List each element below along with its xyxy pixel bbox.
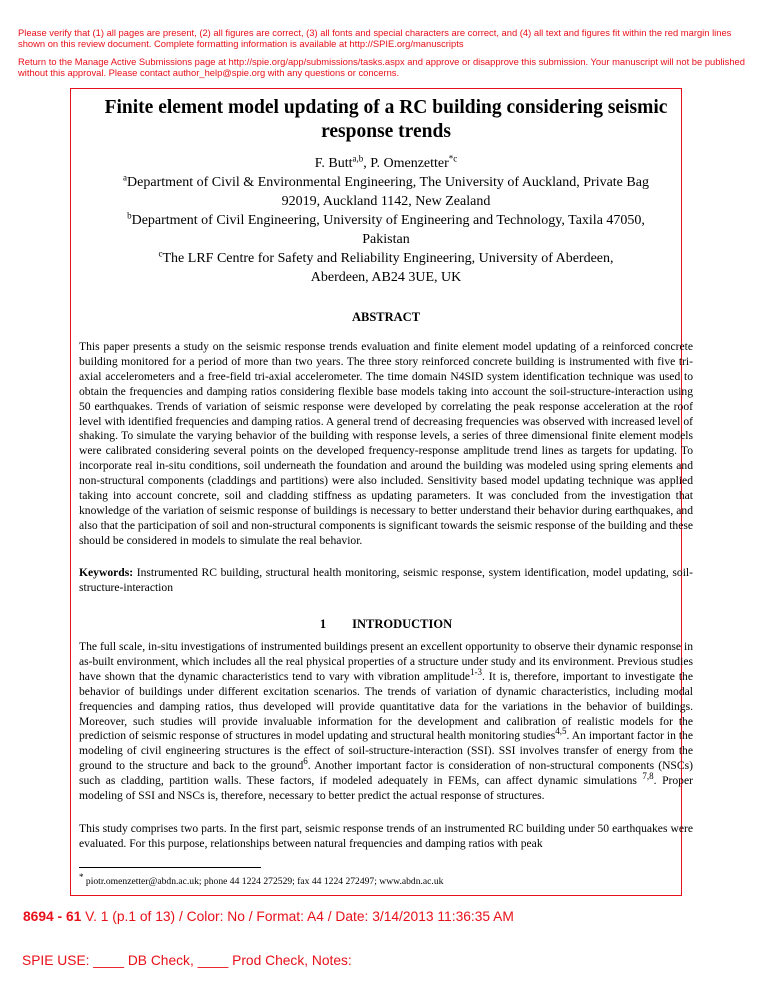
affil-line: The LRF Centre for Safety and Reliability Engineering, University of Aberdeen, [162, 251, 614, 266]
citation-ref: 1-3 [470, 666, 483, 677]
author-block [79, 154, 693, 287]
affil-line: Department of Civil Engineering, University of Engineering and Technology, Taxila 47050, [131, 213, 645, 228]
affil-mark: c [158, 248, 163, 259]
intro-text: . Another important factor is consideration of non-structural components (NSCs) such as cladding, partition walls. These factors, if modeled adequately in FEMs, can affect dynamic simulations [79, 759, 693, 788]
author-2-name: P. Omenzetter [370, 156, 449, 171]
author-separator: , [363, 156, 371, 171]
citation-ref: 4,5 [555, 726, 567, 737]
paper-id: 8694 - 61 [23, 909, 82, 924]
abstract-heading: ABSTRACT [351, 310, 421, 324]
review-notice-approval: Return to the Manage Active Submissions page at http://spie.org/app/submissions/tasks.aspx and approve or disapprove this submission. Your manuscript will not be published without this approval. Please contact author_help@spie.org with any questions or concerns. [18, 56, 745, 79]
footnote-mark: * [79, 871, 84, 882]
footnote-rule [79, 867, 261, 868]
intro-paragraph-1 [79, 640, 693, 804]
affiliation-c [79, 249, 693, 268]
affil-mark: a [123, 172, 128, 183]
affiliation-a [79, 173, 693, 192]
spie-use-line: SPIE USE: ____ DB Check, ____ Prod Check, Notes: [22, 953, 352, 968]
keywords [79, 566, 693, 596]
paper-title [79, 96, 693, 144]
intro-text: The full scale, in-situ investigations of instrumented buildings present an excellent opportunity to observe their dynamic response in as-built environment, which includes all the real physical properties of a structure under study and its environment. Previous studies have shown that the dynamic characteristics tend to vary with vibration amplitude [79, 640, 693, 683]
footnote-contact: piotr.omenzetter@abdn.ac.uk; phone 44 1224 272529; fax 44 1224 272497; www.abdn.ac.uk [83, 876, 444, 887]
review-notice-verify: Please verify that (1) all pages are present, (2) all figures are correct, (3) all fonts and special characters are correct, and (4) all text and figures fit within the red margin lines shown on this review document. Complete formatting information is available at http://SPIE.org/manuscripts [18, 27, 732, 50]
section-title: INTRODUCTION [352, 617, 453, 631]
author-list [79, 154, 693, 173]
affiliation-a-cont: 92019, Auckland 1142, New Zealand [281, 194, 491, 209]
citation-ref: 7,8 [642, 771, 654, 782]
author-2-affil-mark: *c [448, 153, 458, 164]
abstract-text: This paper presents a study on the seismic response trends evaluation and finite element model updating of a reinforced concrete building monitored for a period of more than two years. The three story reinforced concrete building is instrumented with five tri-axial accelerometers and a free-field tri-axial accelerometer. The time domain N4SID system identification technique was used to obtain the frequencies and damping ratios considering flexible base models taking into account the soil-structure-interaction using 50 earthquakes. Trends of variation of seismic response were developed by correlating the peak response acceleration at the roof level with identified frequencies and damping ratios. A general trend of decreasing frequencies was observed with increased level of shaking. To simulate the varying behavior of the building with response levels, a series of three dimensional finite element models were calibrated considering several points on the developed frequency-response amplitude trend lines as targets for updating. To incorporate real in-situ conditions, soil underneath the foundation and around the building was modeled using spring elements and non-structural components (claddings and partitions) were also included. Sensitivity based model updating technique was applied taking into account concrete, soil and cladding stiffness as updating parameters. It was concluded from the investigation that knowledge of the variation of seismic response of buildings is necessary to better understand their behavior during earthquakes, and also that the participation of soil and non-structural components is significant towards the seismic response of the building and these should be considered in models to simulate the real behavior. [79, 340, 694, 547]
intro-text: . It is, therefore, important to investigate the behavior of buildings under different excitation scenarios. The trends of variation of dynamic characteristics, including modal frequencies and damping ratios, thus developed will provide quantitative data for the variations in the behavior of buildings. Moreover, such studies will provide invaluable information for the development and calibration of realistic models for the prediction of seismic response of structures in model updating and structural health monitoring studies [79, 669, 693, 743]
affil-mark: b [127, 210, 132, 221]
section-number: 1 [319, 617, 327, 631]
title-line-2: response trends [321, 121, 451, 142]
title-line-1: Finite element model updating of a RC building considering seismic [104, 97, 668, 118]
keywords-label: Keywords: [79, 566, 134, 579]
version-info: V. 1 (p.1 of 13) / Color: No / Format: A4 / Date: 3/14/2013 11:36:35 AM [81, 909, 514, 924]
affiliation-c-cont: Aberdeen, AB24 3UE, UK [310, 270, 462, 285]
affiliation-b [79, 211, 693, 230]
keywords-list: Instrumented RC building, structural health monitoring, seismic response, system identification, model updating, soil-structure-interaction [79, 566, 693, 594]
affil-line: Department of Civil & Environmental Engineering, The University of Auckland, Private Bag [127, 175, 649, 190]
intro-text: . An important factor in the modeling of civil engineering structures is the effect of soil-structure-interaction (SSI). SSI involves transfer of energy from the ground to the structure and back to the ground [79, 729, 693, 773]
section-heading-introduction [79, 617, 693, 632]
author-1-name: F. Butt [314, 156, 353, 171]
intro-text: . Proper modeling of SSI and NSCs is, therefore, necessary to better predict the actual response of structures. [79, 774, 693, 803]
intro-paragraph-2: This study comprises two parts. In the first part, seismic response trends of an instrumented RC building under 50 earthquakes were evaluated. For this purpose, relationships between natural frequencies and damping ratios with peak [79, 822, 693, 850]
citation-ref: 6 [303, 756, 308, 767]
author-1-affil-mark: a,b [352, 153, 364, 164]
affiliation-b-cont: Pakistan [362, 232, 410, 247]
submission-meta [23, 909, 514, 924]
footnote [79, 871, 693, 888]
